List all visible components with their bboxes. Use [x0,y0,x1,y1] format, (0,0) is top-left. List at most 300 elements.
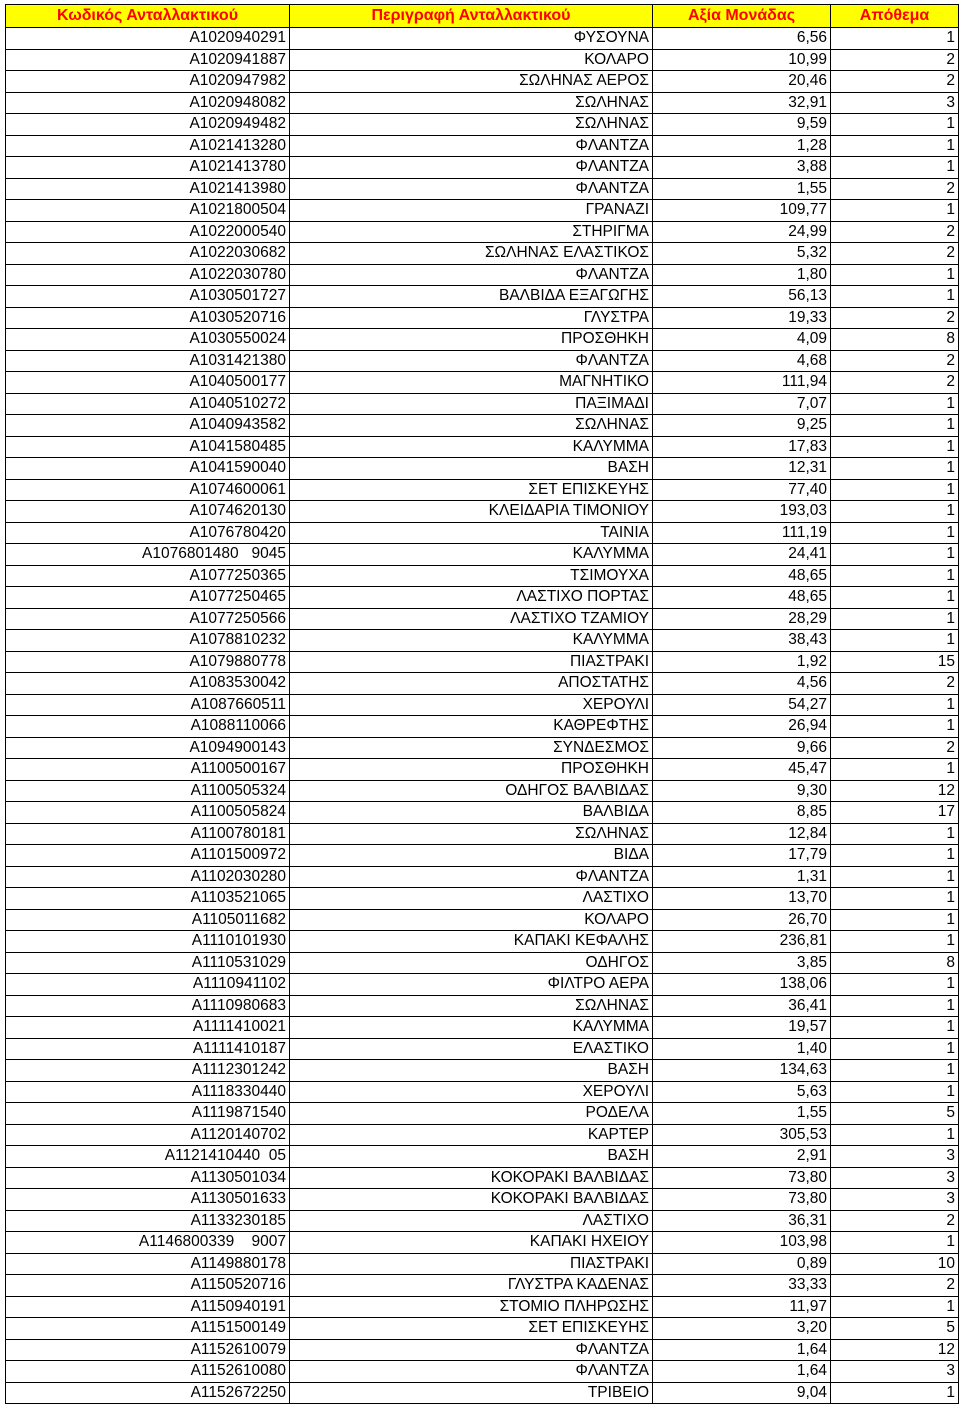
unit-price-cell: 103,98 [653,1232,831,1254]
stock-cell: 1 [831,823,959,845]
part-code-cell: A1119871540 [6,1103,290,1125]
table-row [6,71,959,93]
unit-price-cell: 7,07 [653,393,831,415]
unit-price-cell: 9,59 [653,114,831,136]
part-code-cell: A1074600061 [6,479,290,501]
part-description-cell: ΚΛΕΙΔΑΡΙΑ ΤΙΜΟΝΙΟΥ [290,501,653,523]
unit-price-cell: 2,91 [653,1146,831,1168]
unit-price-cell: 1,40 [653,1038,831,1060]
part-description-cell: ΛΑΣΤΙΧΟ ΠΟΡΤΑΣ [290,587,653,609]
stock-cell: 1 [831,694,959,716]
table-row [6,1124,959,1146]
part-code-cell: A1150940191 [6,1296,290,1318]
part-code-cell: A1110980683 [6,995,290,1017]
part-code-cell: A1083530042 [6,673,290,695]
table-row [6,587,959,609]
unit-price-cell: 1,64 [653,1361,831,1383]
part-code-cell: A1100500167 [6,759,290,781]
table-row [6,178,959,200]
part-description-cell: ΤΡΙΒΕΙΟ [290,1382,653,1404]
part-description-cell: ΣΩΛΗΝΑΣ [290,995,653,1017]
table-row [6,350,959,372]
table-row [6,1017,959,1039]
unit-price-cell: 111,94 [653,372,831,394]
part-description-cell: ΣΕΤ ΕΠΙΣΚΕΥΗΣ [290,479,653,501]
part-description-cell: ΚΑΛΥΜΜΑ [290,436,653,458]
stock-cell: 2 [831,673,959,695]
part-code-cell: A1100505324 [6,780,290,802]
unit-price-cell: 4,09 [653,329,831,351]
table-row [6,737,959,759]
table-row [6,92,959,114]
part-code-cell: A1076801480 9045 [6,544,290,566]
part-code-cell: A1101500972 [6,845,290,867]
part-description-cell: ΦΛΑΝΤΖΑ [290,1361,653,1383]
unit-price-cell: 77,40 [653,479,831,501]
table-row [6,673,959,695]
stock-cell: 2 [831,350,959,372]
part-code-cell: A1040943582 [6,415,290,437]
part-description-cell: ΣΩΛΗΝΑΣ [290,114,653,136]
table-row [6,200,959,222]
part-code-cell: A1111410187 [6,1038,290,1060]
stock-cell: 12 [831,1339,959,1361]
table-row [6,436,959,458]
stock-cell: 1 [831,1382,959,1404]
stock-cell: 1 [831,28,959,50]
part-description-cell: ΧΕΡΟΥΛΙ [290,1081,653,1103]
table-header [6,5,959,28]
unit-price-cell: 9,66 [653,737,831,759]
part-description-cell: ΠΡΟΣΘΗΚΗ [290,329,653,351]
part-code-cell: A1022000540 [6,221,290,243]
stock-cell: 2 [831,1275,959,1297]
stock-cell: 2 [831,1210,959,1232]
part-description-cell: ΦΙΛΤΡΟ ΑΕΡΑ [290,974,653,996]
parts-table [5,4,959,1404]
stock-cell: 3 [831,1361,959,1383]
part-code-cell: A1100780181 [6,823,290,845]
table-row [6,1167,959,1189]
stock-cell: 1 [831,114,959,136]
stock-cell: 1 [831,458,959,480]
unit-price-cell: 10,99 [653,49,831,71]
part-description-cell: ΚΑΠΑΚΙ ΗΧΕΙΟΥ [290,1232,653,1254]
unit-price-cell: 134,63 [653,1060,831,1082]
unit-price-cell: 5,32 [653,243,831,265]
unit-price-cell: 12,31 [653,458,831,480]
part-description-cell: ΛΑΣΤΙΧΟ [290,1210,653,1232]
table-row [6,1081,959,1103]
part-code-cell: A1133230185 [6,1210,290,1232]
stock-cell: 8 [831,952,959,974]
unit-price-cell: 33,33 [653,1275,831,1297]
stock-cell: 1 [831,479,959,501]
unit-price-cell: 56,13 [653,286,831,308]
part-code-cell: A1094900143 [6,737,290,759]
part-code-cell: A1110101930 [6,931,290,953]
part-description-cell: ΧΕΡΟΥΛΙ [290,694,653,716]
part-description-cell: ΣΥΝΔΕΣΜΟΣ [290,737,653,759]
stock-cell: 5 [831,1318,959,1340]
part-code-cell: A1152610080 [6,1361,290,1383]
part-description-cell: ΡΟΔΕΛΑ [290,1103,653,1125]
stock-cell: 1 [831,931,959,953]
part-code-cell: A1021413280 [6,135,290,157]
header-part-code: Κωδικός Ανταλλακτικού [6,5,290,28]
part-code-cell: A1118330440 [6,1081,290,1103]
part-description-cell: ΣΩΛΗΝΑΣ [290,823,653,845]
unit-price-cell: 36,41 [653,995,831,1017]
part-code-cell: A1150520716 [6,1275,290,1297]
part-description-cell: ΒΑΛΒΙΔΑ ΕΞΑΓΩΓΗΣ [290,286,653,308]
table-row [6,221,959,243]
part-description-cell: ΜΑΓΝΗΤΙΚΟ [290,372,653,394]
unit-price-cell: 0,89 [653,1253,831,1275]
part-description-cell: ΦΛΑΝΤΖΑ [290,157,653,179]
part-code-cell: A1031421380 [6,350,290,372]
part-description-cell: ΣΤΗΡΙΓΜΑ [290,221,653,243]
table-row [6,1361,959,1383]
table-row [6,974,959,996]
table-row [6,716,959,738]
header-part-description: Περιγραφή Ανταλλακτικού [290,5,653,28]
stock-cell: 1 [831,415,959,437]
stock-cell: 2 [831,372,959,394]
header-unit-price: Αξία Μονάδας [653,5,831,28]
part-description-cell: ΤΣΙΜΟΥΧΑ [290,565,653,587]
unit-price-cell: 17,79 [653,845,831,867]
part-description-cell: ΚΟΚΟΡΑΚΙ ΒΑΛΒΙΔΑΣ [290,1167,653,1189]
part-code-cell: A1041590040 [6,458,290,480]
unit-price-cell: 236,81 [653,931,831,953]
part-code-cell: A1079880778 [6,651,290,673]
stock-cell: 2 [831,49,959,71]
stock-cell: 8 [831,329,959,351]
part-description-cell: ΦΛΑΝΤΖΑ [290,1339,653,1361]
part-description-cell: ΚΑΘΡΕΦΤΗΣ [290,716,653,738]
part-code-cell: A1020941887 [6,49,290,71]
unit-price-cell: 1,64 [653,1339,831,1361]
stock-cell: 1 [831,1232,959,1254]
stock-cell: 1 [831,1017,959,1039]
table-row [6,1253,959,1275]
unit-price-cell: 19,57 [653,1017,831,1039]
unit-price-cell: 24,99 [653,221,831,243]
part-code-cell: A1152672250 [6,1382,290,1404]
part-code-cell: A1077250465 [6,587,290,609]
part-description-cell: ΚΑΛΥΜΜΑ [290,630,653,652]
stock-cell: 1 [831,264,959,286]
unit-price-cell: 17,83 [653,436,831,458]
part-description-cell: ΣΩΛΗΝΑΣ ΑΕΡΟΣ [290,71,653,93]
unit-price-cell: 73,80 [653,1189,831,1211]
table-row [6,866,959,888]
stock-cell: 1 [831,995,959,1017]
stock-cell: 1 [831,522,959,544]
stock-cell: 1 [831,608,959,630]
table-row [6,651,959,673]
part-description-cell: ΓΛΥΣΤΡΑ ΚΑΔΕΝΑΣ [290,1275,653,1297]
stock-cell: 1 [831,135,959,157]
part-description-cell: ΚΑΛΥΜΜΑ [290,1017,653,1039]
unit-price-cell: 13,70 [653,888,831,910]
stock-cell: 1 [831,759,959,781]
unit-price-cell: 3,85 [653,952,831,974]
table-row [6,393,959,415]
part-code-cell: A1030501727 [6,286,290,308]
unit-price-cell: 193,03 [653,501,831,523]
part-description-cell: ΒΑΣΗ [290,1146,653,1168]
table-row [6,49,959,71]
unit-price-cell: 138,06 [653,974,831,996]
part-code-cell: A1021413980 [6,178,290,200]
stock-cell: 3 [831,1146,959,1168]
stock-cell: 1 [831,501,959,523]
part-description-cell: ΣΩΛΗΝΑΣ [290,415,653,437]
table-row [6,1318,959,1340]
header-stock: Απόθεμα [831,5,959,28]
part-description-cell: ΑΠΟΣΤΑΤΗΣ [290,673,653,695]
part-code-cell: A1146800339 9007 [6,1232,290,1254]
unit-price-cell: 1,80 [653,264,831,286]
unit-price-cell: 19,33 [653,307,831,329]
unit-price-cell: 305,53 [653,1124,831,1146]
part-description-cell: ΦΛΑΝΤΖΑ [290,135,653,157]
stock-cell: 1 [831,1124,959,1146]
table-row [6,458,959,480]
unit-price-cell: 1,55 [653,1103,831,1125]
stock-cell: 1 [831,716,959,738]
part-code-cell: A1112301242 [6,1060,290,1082]
part-code-cell: A1022030682 [6,243,290,265]
table-row [6,114,959,136]
part-code-cell: A1021413780 [6,157,290,179]
table-row [6,952,959,974]
stock-cell: 1 [831,286,959,308]
part-description-cell: ΠΙΑΣΤΡΑΚΙ [290,1253,653,1275]
table-row [6,694,959,716]
part-description-cell: ΒΑΛΒΙΔΑ [290,802,653,824]
part-code-cell: A1076780420 [6,522,290,544]
stock-cell: 12 [831,780,959,802]
table-row [6,759,959,781]
unit-price-cell: 4,68 [653,350,831,372]
stock-cell: 3 [831,1167,959,1189]
stock-cell: 1 [831,544,959,566]
stock-cell: 2 [831,307,959,329]
part-code-cell: A1110531029 [6,952,290,974]
unit-price-cell: 48,65 [653,565,831,587]
part-code-cell: A1105011682 [6,909,290,931]
table-row [6,307,959,329]
part-code-cell: A1151500149 [6,1318,290,1340]
unit-price-cell: 45,47 [653,759,831,781]
table-row [6,372,959,394]
unit-price-cell: 24,41 [653,544,831,566]
table-row [6,888,959,910]
table-row [6,1275,959,1297]
table-row [6,1103,959,1125]
unit-price-cell: 26,70 [653,909,831,931]
unit-price-cell: 32,91 [653,92,831,114]
part-code-cell: A1074620130 [6,501,290,523]
part-description-cell: ΣΩΛΗΝΑΣ ΕΛΑΣΤΙΚΟΣ [290,243,653,265]
part-description-cell: ΣΕΤ ΕΠΙΣΚΕΥΗΣ [290,1318,653,1340]
table-row [6,522,959,544]
part-description-cell: ΠΑΞΙΜΑΔΙ [290,393,653,415]
stock-cell: 1 [831,565,959,587]
table-row [6,802,959,824]
stock-cell: 5 [831,1103,959,1125]
part-description-cell: ΚΑΛΥΜΜΑ [290,544,653,566]
stock-cell: 1 [831,974,959,996]
table-row [6,1232,959,1254]
part-description-cell: ΦΛΑΝΤΖΑ [290,350,653,372]
unit-price-cell: 1,31 [653,866,831,888]
stock-cell: 1 [831,630,959,652]
table-row [6,931,959,953]
part-code-cell: A1020948082 [6,92,290,114]
table-body [6,28,959,1404]
part-description-cell: ΠΡΟΣΘΗΚΗ [290,759,653,781]
unit-price-cell: 26,94 [653,716,831,738]
stock-cell: 17 [831,802,959,824]
unit-price-cell: 6,56 [653,28,831,50]
stock-cell: 1 [831,845,959,867]
unit-price-cell: 9,04 [653,1382,831,1404]
table-row [6,1146,959,1168]
part-code-cell: A1087660511 [6,694,290,716]
part-code-cell: A1021800504 [6,200,290,222]
stock-cell: 1 [831,393,959,415]
stock-cell: 3 [831,92,959,114]
part-code-cell: A1077250566 [6,608,290,630]
part-code-cell: A1110941102 [6,974,290,996]
table-row [6,1296,959,1318]
part-description-cell: ΕΛΑΣΤΙΚΟ [290,1038,653,1060]
part-description-cell: ΠΙΑΣΤΡΑΚΙ [290,651,653,673]
unit-price-cell: 5,63 [653,1081,831,1103]
part-description-cell: ΣΩΛΗΝΑΣ [290,92,653,114]
part-description-cell: ΚΟΛΑΡΟ [290,49,653,71]
table-row [6,1382,959,1404]
part-description-cell: ΒΙΔΑ [290,845,653,867]
part-code-cell: A1149880178 [6,1253,290,1275]
stock-cell: 1 [831,866,959,888]
stock-cell: 1 [831,1296,959,1318]
unit-price-cell: 3,88 [653,157,831,179]
part-description-cell: ΟΔΗΓΟΣ [290,952,653,974]
unit-price-cell: 36,31 [653,1210,831,1232]
table-row [6,995,959,1017]
table-row [6,1339,959,1361]
unit-price-cell: 1,28 [653,135,831,157]
table-row [6,823,959,845]
table-row [6,243,959,265]
table-row [6,264,959,286]
stock-cell: 1 [831,909,959,931]
part-code-cell: A1121410440 05 [6,1146,290,1168]
unit-price-cell: 1,55 [653,178,831,200]
unit-price-cell: 38,43 [653,630,831,652]
unit-price-cell: 20,46 [653,71,831,93]
unit-price-cell: 3,20 [653,1318,831,1340]
unit-price-cell: 73,80 [653,1167,831,1189]
part-code-cell: A1030550024 [6,329,290,351]
part-code-cell: A1078810232 [6,630,290,652]
part-description-cell: ΚΑΠΑΚΙ ΚΕΦΑΛΗΣ [290,931,653,953]
stock-cell: 2 [831,71,959,93]
stock-cell: 1 [831,888,959,910]
part-code-cell: A1040510272 [6,393,290,415]
stock-cell: 2 [831,737,959,759]
unit-price-cell: 28,29 [653,608,831,630]
stock-cell: 1 [831,200,959,222]
part-description-cell: ΚΟΛΑΡΟ [290,909,653,931]
table-row [6,780,959,802]
table-row [6,415,959,437]
unit-price-cell: 9,25 [653,415,831,437]
stock-cell: 15 [831,651,959,673]
part-code-cell: A1030520716 [6,307,290,329]
part-code-cell: A1020940291 [6,28,290,50]
stock-cell: 1 [831,436,959,458]
table-row [6,565,959,587]
part-description-cell: ΦΛΑΝΤΖΑ [290,264,653,286]
part-code-cell: A1088110066 [6,716,290,738]
unit-price-cell: 4,56 [653,673,831,695]
unit-price-cell: 12,84 [653,823,831,845]
table-row [6,286,959,308]
table-row [6,544,959,566]
table-row [6,135,959,157]
stock-cell: 1 [831,1038,959,1060]
unit-price-cell: 1,92 [653,651,831,673]
table-row [6,157,959,179]
part-code-cell: A1130501034 [6,1167,290,1189]
stock-cell: 2 [831,178,959,200]
stock-cell: 3 [831,1189,959,1211]
part-code-cell: A1120140702 [6,1124,290,1146]
part-description-cell: ΦΥΣΟΥΝΑ [290,28,653,50]
stock-cell: 1 [831,587,959,609]
unit-price-cell: 9,30 [653,780,831,802]
table-row [6,845,959,867]
header-row [6,5,959,28]
table-row [6,1210,959,1232]
table-row [6,501,959,523]
table-row [6,479,959,501]
part-description-cell: ΛΑΣΤΙΧΟ ΤΖΑΜΙΟΥ [290,608,653,630]
table-row [6,608,959,630]
unit-price-cell: 8,85 [653,802,831,824]
part-code-cell: A1020949482 [6,114,290,136]
part-code-cell: A1040500177 [6,372,290,394]
part-code-cell: A1020947982 [6,71,290,93]
table-row [6,329,959,351]
table-row [6,1189,959,1211]
unit-price-cell: 54,27 [653,694,831,716]
table-row [6,1038,959,1060]
stock-cell: 10 [831,1253,959,1275]
part-description-cell: ΣΤΟΜΙΟ ΠΛΗΡΩΣΗΣ [290,1296,653,1318]
part-description-cell: ΚΑΡΤΕΡ [290,1124,653,1146]
table-row [6,28,959,50]
part-description-cell: ΓΛΥΣΤΡΑ [290,307,653,329]
unit-price-cell: 111,19 [653,522,831,544]
part-code-cell: A1130501633 [6,1189,290,1211]
